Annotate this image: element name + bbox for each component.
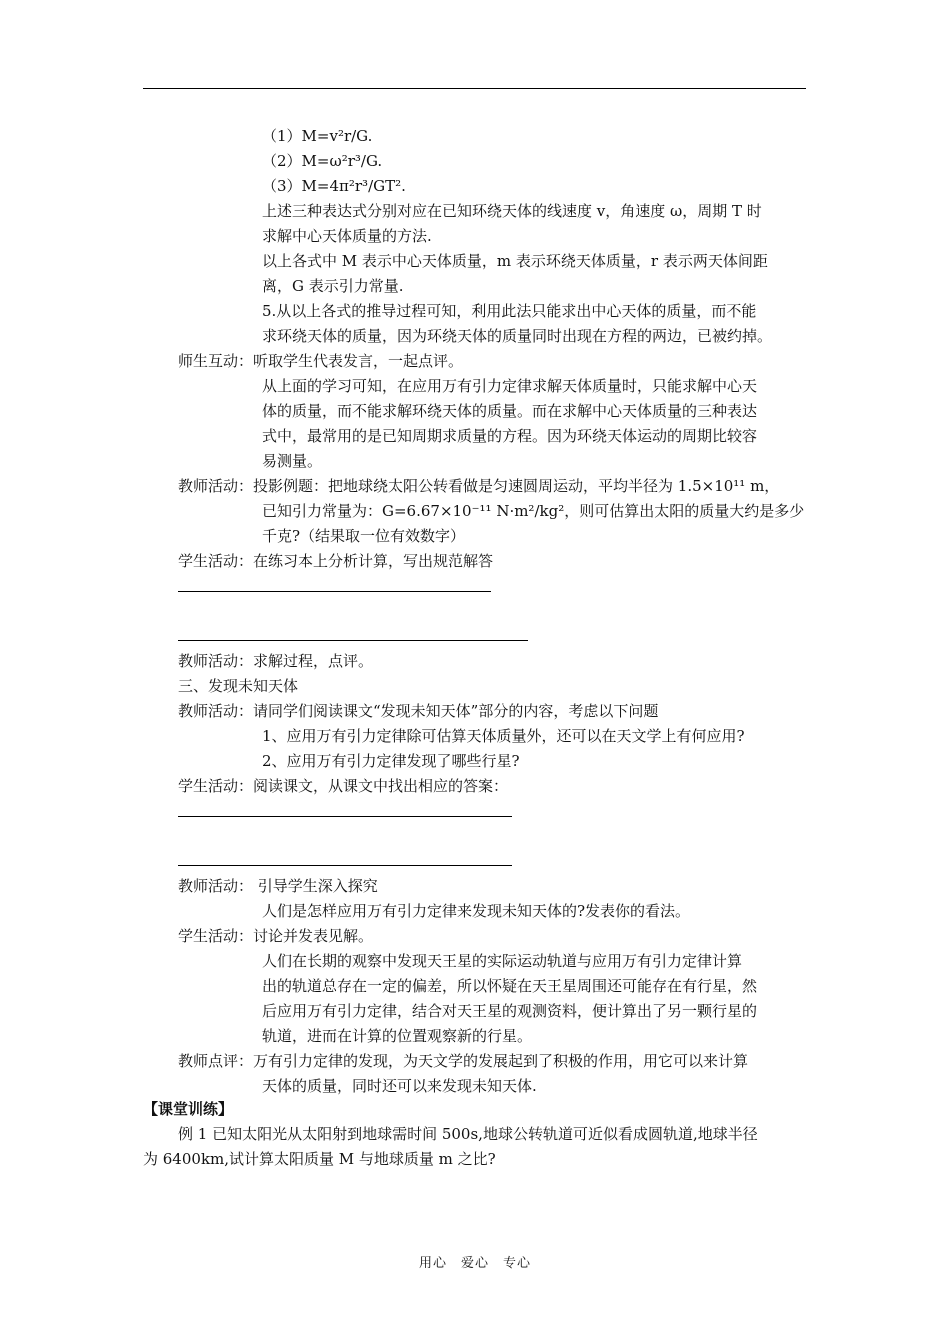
formula-line: （3）M=4π²r³/GT². bbox=[262, 177, 406, 195]
text-line: 求解中心天体质量的方法. bbox=[262, 227, 432, 245]
text-line: 从上面的学习可知，在应用万有引力定律求解天体质量时，只能求解中心天 bbox=[262, 377, 758, 395]
text-line: 求环绕天体的质量，因为环绕天体的质量同时出现在方程的两边，已被约掉。 bbox=[262, 327, 773, 345]
text-line: 千克?（结果取一位有效数字） bbox=[262, 527, 466, 545]
header-rule bbox=[143, 88, 806, 89]
text-line: 5.从以上各式的推导过程可知，利用此法只能求出中心天体的质量，而不能 bbox=[262, 302, 757, 320]
text-line: 上述三种表达式分别对应在已知环绕天体的线速度 v，角速度 ω，周期 T 时 bbox=[262, 202, 762, 220]
text-line: 师生互动：听取学生代表发言，一起点评。 bbox=[178, 352, 464, 370]
text-line: 教师活动：求解过程，点评。 bbox=[178, 652, 374, 670]
text-line: 学生活动：阅读课文，从课文中找出相应的答案： bbox=[178, 777, 509, 795]
question-item: 1、应用万有引力定律除可估算天体质量外，还可以在天文学上有何应用? bbox=[262, 727, 745, 745]
section-heading: 三、发现未知天体 bbox=[178, 677, 299, 695]
formula-line: （2）M=ω²r³/G. bbox=[262, 152, 383, 170]
text-line: 教师活动：请同学们阅读课文“发现未知天体”部分的内容，考虑以下问题 bbox=[178, 702, 659, 720]
formula-line: （1）M=v²r/G. bbox=[262, 127, 373, 145]
text-line: 教师活动： 引导学生深入探究 bbox=[178, 877, 378, 895]
text-line: 以上各式中 M 表示中心天体质量，m 表示环绕天体质量，r 表示两天体间距 bbox=[262, 252, 768, 270]
question-item: 2、应用万有引力定律发现了哪些行星? bbox=[262, 752, 520, 770]
text-line: 轨道，进而在计算的位置观察新的行星。 bbox=[262, 1027, 533, 1045]
text-line: 学生活动：讨论并发表见解。 bbox=[178, 927, 374, 945]
text-line: 例 1 已知太阳光从太阳射到地球需时间 500s,地球公转轨道可近似看成圆轨道,地球半径 bbox=[178, 1125, 758, 1143]
text-line: 体的质量，而不能求解环绕天体的质量。而在求解中心天体质量的三种表达 bbox=[262, 402, 758, 420]
answer-blank bbox=[178, 640, 528, 641]
text-line: 后应用万有引力定律，结合对天王星的观测资料，便计算出了另一颗行星的 bbox=[262, 1002, 758, 1020]
text-line: 人们在长期的观察中发现天王星的实际运动轨道与应用万有引力定律计算 bbox=[262, 952, 743, 970]
text-line: 易测量。 bbox=[262, 452, 323, 470]
section-heading: 【课堂训练】 bbox=[143, 1100, 234, 1118]
text-line: 人们是怎样应用万有引力定律来发现未知天体的?发表你的看法。 bbox=[262, 902, 691, 920]
answer-blank bbox=[178, 865, 512, 866]
text-line: 天体的质量，同时还可以来发现未知天体. bbox=[262, 1077, 537, 1095]
answer-blank bbox=[178, 591, 491, 592]
text-line: 式中，最常用的是已知周期求质量的方程。因为环绕天体运动的周期比较容 bbox=[262, 427, 758, 445]
text-line: 离，G 表示引力常量. bbox=[262, 277, 404, 295]
text-line: 已知引力常量为：G=6.67×10⁻¹¹ N·m²/kg²，则可估算出太阳的质量大约是多少 bbox=[262, 502, 805, 520]
text-line: 出的轨道总存在一定的偏差，所以怀疑在天王星周围还可能存在有行星，然 bbox=[262, 977, 758, 995]
text-line: 教师活动：投影例题：把地球绕太阳公转看做是匀速圆周运动，平均半径为 1.5×10¹¹ m， bbox=[178, 477, 780, 495]
page-footer: 用心 爱心 专心 bbox=[418, 1256, 531, 1271]
answer-blank bbox=[178, 816, 512, 817]
text-line: 学生活动：在练习本上分析计算，写出规范解答 bbox=[178, 552, 494, 570]
text-line: 教师点评：万有引力定律的发现，为天文学的发展起到了积极的作用，用它可以来计算 bbox=[178, 1052, 749, 1070]
text-line: 为 6400km,试计算太阳质量 M 与地球质量 m 之比? bbox=[143, 1150, 496, 1168]
